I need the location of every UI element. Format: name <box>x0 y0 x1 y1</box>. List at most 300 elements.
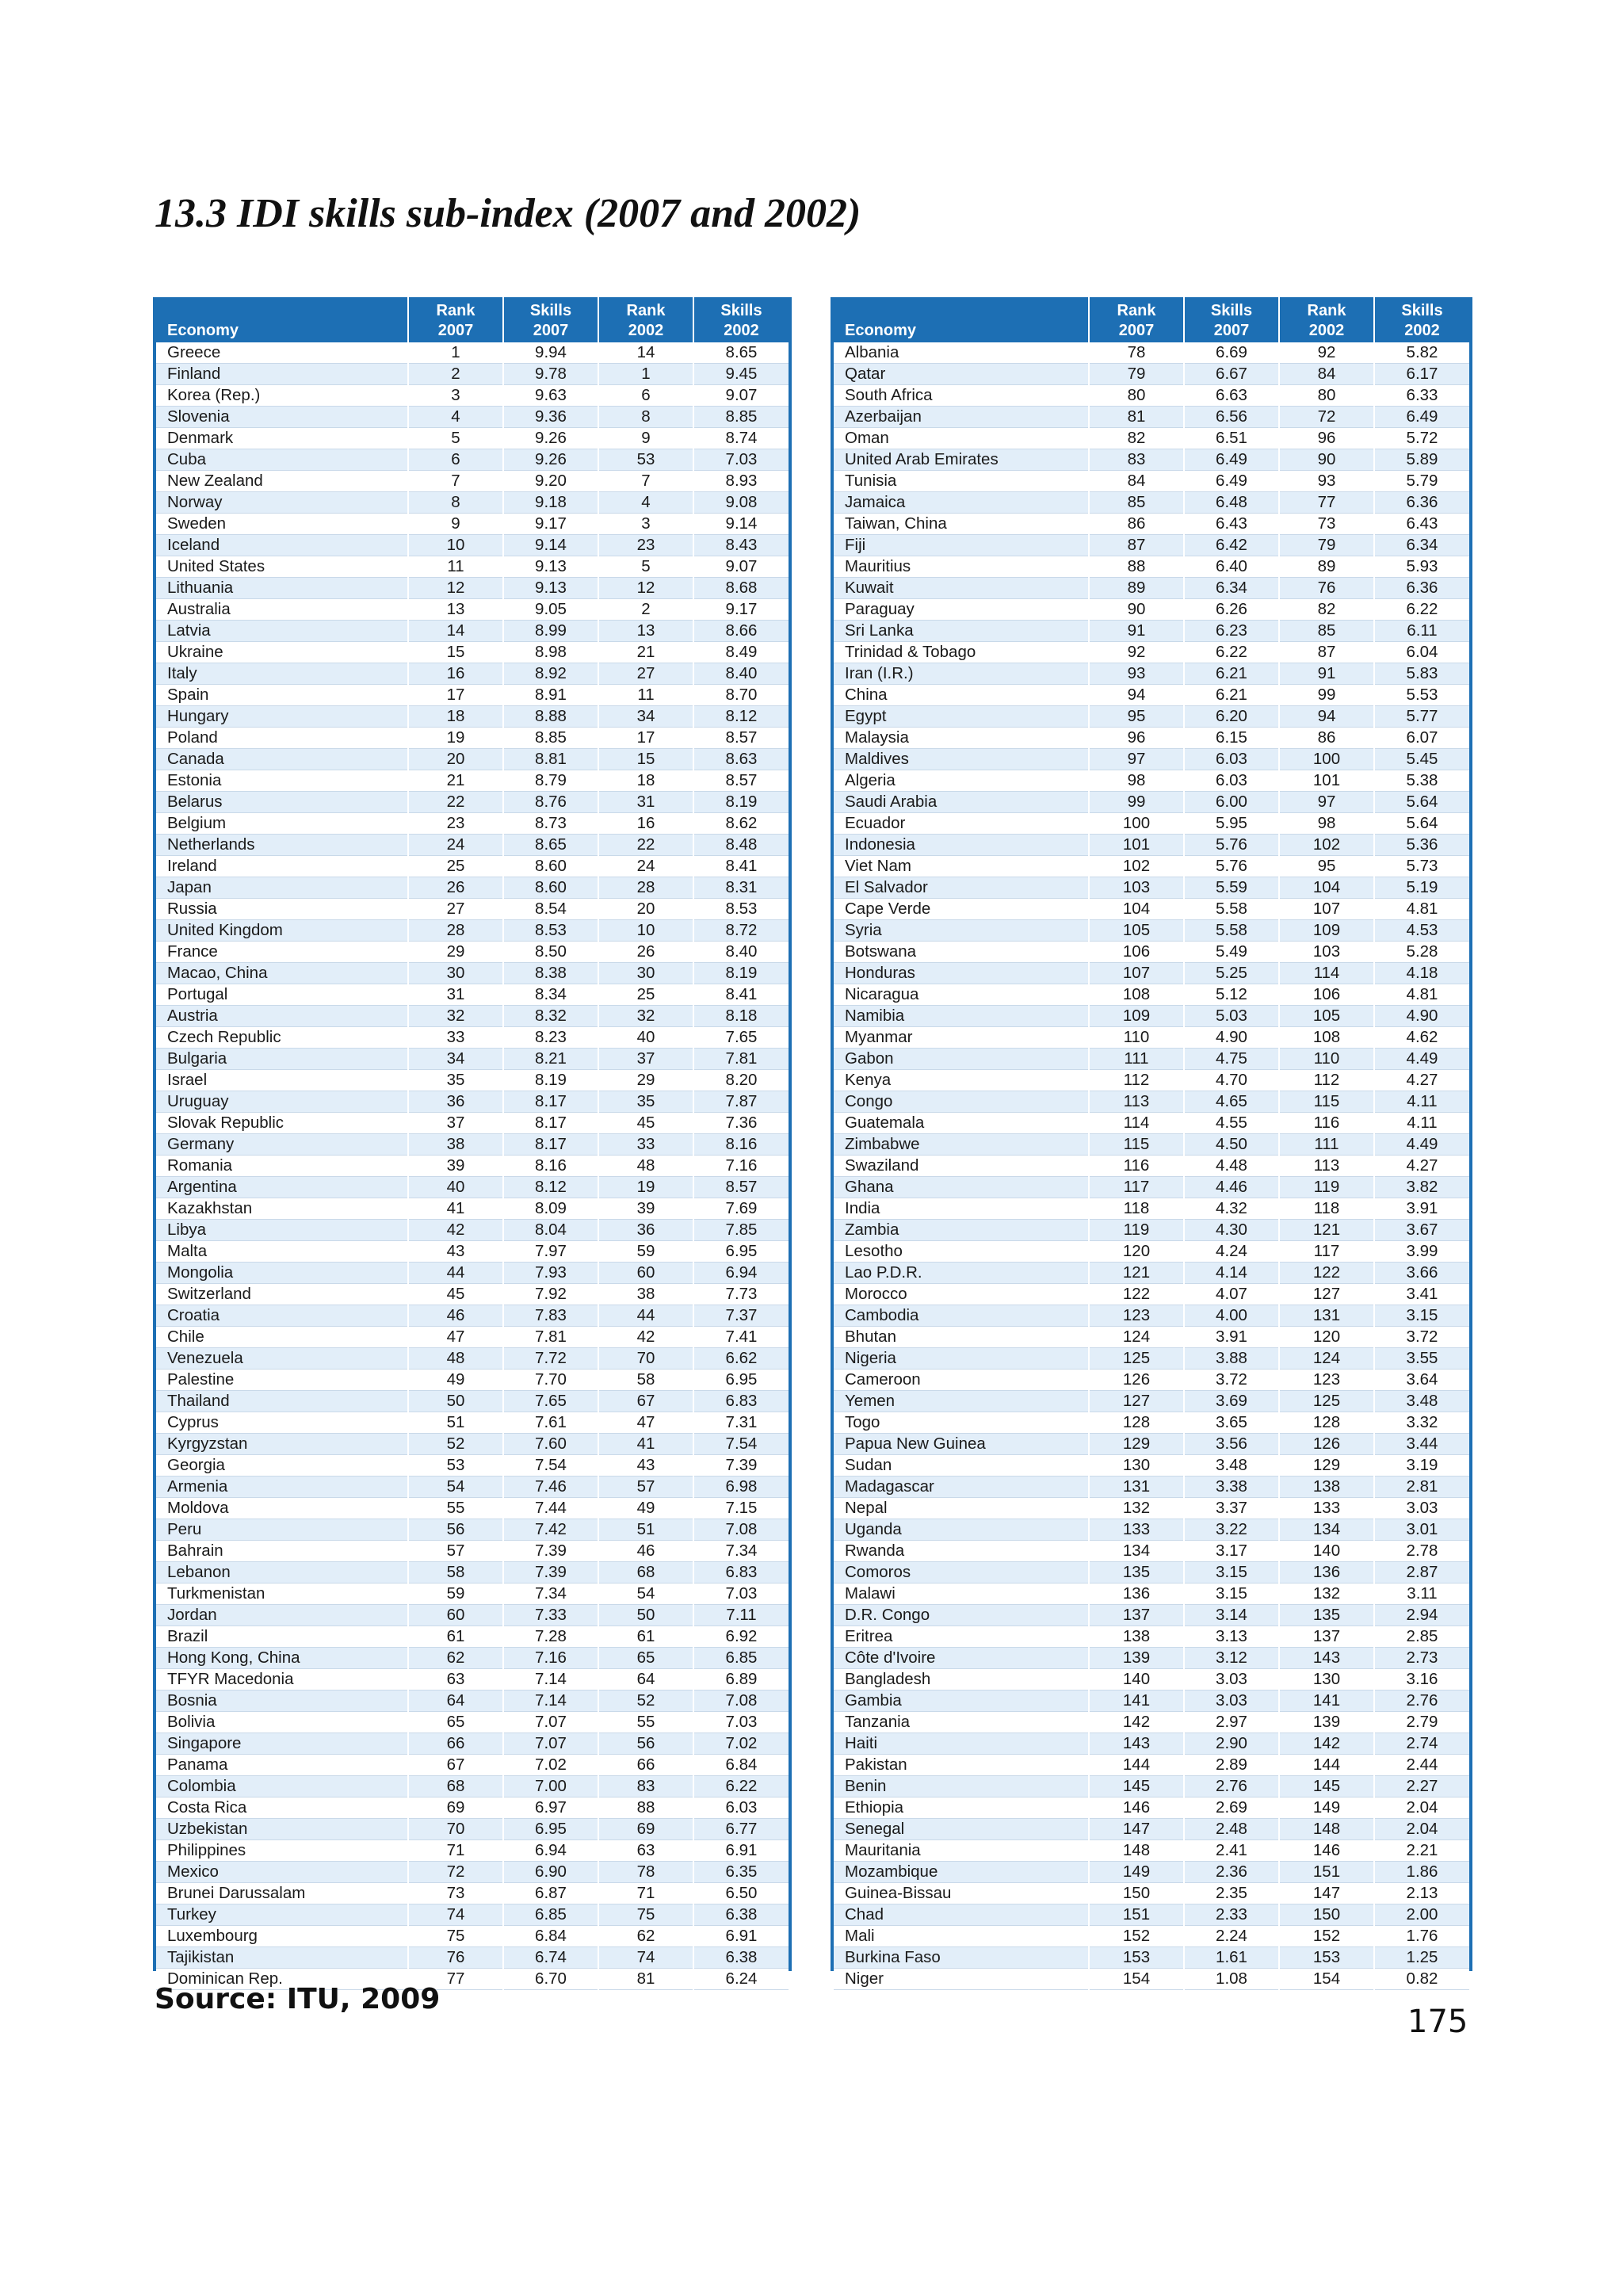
table-row <box>156 1477 789 1498</box>
table-row <box>156 385 789 407</box>
skills-2002-cell: 6.91 <box>693 1840 789 1862</box>
skills-2002-cell: 2.44 <box>1374 1755 1469 1776</box>
rank-2002-cell: 148 <box>1279 1819 1374 1840</box>
rank-2007-cell: 72 <box>408 1862 503 1883</box>
rank-2002-cell: 92 <box>1279 342 1374 364</box>
economy-cell: Eritrea <box>834 1626 1089 1648</box>
economy-cell: Morocco <box>834 1284 1089 1305</box>
rank-2002-cell: 101 <box>1279 770 1374 792</box>
economy-cell: New Zealand <box>156 471 408 492</box>
rank-2002-cell: 142 <box>1279 1733 1374 1755</box>
rank-2007-cell: 104 <box>1089 899 1184 920</box>
table-header-row <box>156 297 789 342</box>
economy-cell: Nicaragua <box>834 984 1089 1006</box>
rank-2007-cell: 53 <box>408 1455 503 1477</box>
skills-2007-cell: 7.14 <box>503 1669 598 1690</box>
rank-2007-cell: 112 <box>1089 1070 1184 1091</box>
skills-2002-cell: 4.18 <box>1374 963 1469 984</box>
economy-cell: Swaziland <box>834 1156 1089 1177</box>
skills-2007-cell: 9.26 <box>503 449 598 471</box>
rank-2002-cell: 98 <box>1279 813 1374 835</box>
rank-2002-cell: 121 <box>1279 1220 1374 1241</box>
rank-2007-cell: 48 <box>408 1348 503 1370</box>
table-row <box>156 963 789 984</box>
economy-cell: Algeria <box>834 770 1089 792</box>
skills-2007-cell: 3.72 <box>1184 1370 1279 1391</box>
skills-2007-cell: 2.76 <box>1184 1776 1279 1797</box>
economy-cell: Turkey <box>156 1904 408 1926</box>
rank-2002-cell: 16 <box>598 813 693 835</box>
skills-2002-cell: 7.16 <box>693 1156 789 1177</box>
rank-2002-cell: 2 <box>598 599 693 621</box>
economy-cell: Tajikistan <box>156 1947 408 1969</box>
rank-2007-cell: 44 <box>408 1263 503 1284</box>
rank-2007-cell: 65 <box>408 1712 503 1733</box>
rank-2007-cell: 77 <box>408 1969 503 1990</box>
skills-2002-cell: 6.94 <box>693 1263 789 1284</box>
skills-2007-cell: 3.15 <box>1184 1562 1279 1584</box>
rank-2007-cell: 6 <box>408 449 503 471</box>
skills-2007-cell: 5.76 <box>1184 856 1279 877</box>
economy-cell: Australia <box>156 599 408 621</box>
economy-cell: Sudan <box>834 1455 1089 1477</box>
skills-2007-cell: 8.16 <box>503 1156 598 1177</box>
rank-2002-cell: 33 <box>598 1134 693 1156</box>
skills-2007-cell: 5.03 <box>1184 1006 1279 1027</box>
skills-2002-cell: 6.36 <box>1374 492 1469 514</box>
table-row <box>156 1284 789 1305</box>
header-skills-2007: Skills 2007 <box>503 297 598 342</box>
skills-2007-cell: 2.36 <box>1184 1862 1279 1883</box>
rank-2002-cell: 1 <box>598 364 693 385</box>
skills-2002-cell: 4.62 <box>1374 1027 1469 1049</box>
skills-2007-cell: 7.28 <box>503 1626 598 1648</box>
economy-cell: Korea (Rep.) <box>156 385 408 407</box>
rank-2007-cell: 59 <box>408 1584 503 1605</box>
rank-2002-cell: 40 <box>598 1027 693 1049</box>
skills-2007-cell: 7.46 <box>503 1477 598 1498</box>
rank-2002-cell: 122 <box>1279 1263 1374 1284</box>
skills-2007-cell: 6.23 <box>1184 621 1279 642</box>
skills-2002-cell: 8.40 <box>693 942 789 963</box>
rank-2002-cell: 71 <box>598 1883 693 1904</box>
table-row <box>834 835 1469 856</box>
skills-2002-cell: 8.20 <box>693 1070 789 1091</box>
skills-2007-cell: 4.70 <box>1184 1070 1279 1091</box>
skills-2002-cell: 3.41 <box>1374 1284 1469 1305</box>
header-skills-2007: Skills 2007 <box>1184 297 1279 342</box>
economy-cell: Malta <box>156 1241 408 1263</box>
skills-2007-cell: 6.94 <box>503 1840 598 1862</box>
rank-2007-cell: 73 <box>408 1883 503 1904</box>
skills-2007-cell: 6.85 <box>503 1904 598 1926</box>
table-border-middle <box>789 297 792 1971</box>
skills-2007-cell: 8.88 <box>503 706 598 728</box>
rank-2007-cell: 111 <box>1089 1049 1184 1070</box>
table-row <box>156 1904 789 1926</box>
rank-2007-cell: 20 <box>408 749 503 770</box>
table-row <box>834 1412 1469 1434</box>
rank-2002-cell: 78 <box>598 1862 693 1883</box>
skills-2002-cell: 2.94 <box>1374 1605 1469 1626</box>
economy-cell: Mexico <box>156 1862 408 1883</box>
economy-cell: Bolivia <box>156 1712 408 1733</box>
rank-2007-cell: 81 <box>1089 407 1184 428</box>
economy-cell: Congo <box>834 1091 1089 1113</box>
table-row <box>156 1305 789 1327</box>
rank-2002-cell: 38 <box>598 1284 693 1305</box>
economy-cell: Ghana <box>834 1177 1089 1198</box>
economy-cell: Ireland <box>156 856 408 877</box>
skills-2007-cell: 7.39 <box>503 1541 598 1562</box>
rank-2002-cell: 34 <box>598 706 693 728</box>
skills-2002-cell: 3.72 <box>1374 1327 1469 1348</box>
rank-2007-cell: 147 <box>1089 1819 1184 1840</box>
skills-2002-cell: 8.48 <box>693 835 789 856</box>
rank-2007-cell: 41 <box>408 1198 503 1220</box>
economy-cell: Netherlands <box>156 835 408 856</box>
rank-2002-cell: 97 <box>1279 792 1374 813</box>
rank-2007-cell: 123 <box>1089 1305 1184 1327</box>
skills-2007-cell: 5.95 <box>1184 813 1279 835</box>
economy-cell: Argentina <box>156 1177 408 1198</box>
rank-2002-cell: 125 <box>1279 1391 1374 1412</box>
rank-2002-cell: 82 <box>1279 599 1374 621</box>
table-row <box>834 706 1469 728</box>
economy-cell: Luxembourg <box>156 1926 408 1947</box>
table-row <box>834 1006 1469 1027</box>
economy-cell: Benin <box>834 1776 1089 1797</box>
rank-2007-cell: 109 <box>1089 1006 1184 1027</box>
economy-cell: Romania <box>156 1156 408 1177</box>
economy-cell: Cameroon <box>834 1370 1089 1391</box>
economy-cell: Bahrain <box>156 1541 408 1562</box>
economy-cell: China <box>834 685 1089 706</box>
skills-2007-cell: 5.49 <box>1184 942 1279 963</box>
skills-2002-cell: 6.83 <box>693 1391 789 1412</box>
skills-2002-cell: 6.62 <box>693 1348 789 1370</box>
rank-2007-cell: 153 <box>1089 1947 1184 1969</box>
rank-2002-cell: 118 <box>1279 1198 1374 1220</box>
economy-cell: Thailand <box>156 1391 408 1412</box>
skills-2002-cell: 4.11 <box>1374 1091 1469 1113</box>
rank-2002-cell: 96 <box>1279 428 1374 449</box>
table-row <box>834 1776 1469 1797</box>
header-rank-2002: Rank 2002 <box>1279 297 1374 342</box>
rank-2002-cell: 91 <box>1279 663 1374 685</box>
rank-2002-cell: 30 <box>598 963 693 984</box>
economy-cell: Germany <box>156 1134 408 1156</box>
rank-2002-cell: 112 <box>1279 1070 1374 1091</box>
rank-2002-cell: 7 <box>598 471 693 492</box>
table-row <box>834 556 1469 578</box>
economy-cell: Trinidad & Tobago <box>834 642 1089 663</box>
skills-2007-cell: 2.90 <box>1184 1733 1279 1755</box>
skills-2002-cell: 5.77 <box>1374 706 1469 728</box>
skills-2002-cell: 2.73 <box>1374 1648 1469 1669</box>
economy-cell: Bangladesh <box>834 1669 1089 1690</box>
economy-cell: Finland <box>156 364 408 385</box>
skills-2002-cell: 6.34 <box>1374 535 1469 556</box>
rank-2002-cell: 45 <box>598 1113 693 1134</box>
rank-2007-cell: 96 <box>1089 728 1184 749</box>
rank-2002-cell: 133 <box>1279 1498 1374 1519</box>
table-row <box>156 1241 789 1263</box>
economy-cell: France <box>156 942 408 963</box>
table-row <box>834 1284 1469 1305</box>
economy-cell: Zimbabwe <box>834 1134 1089 1156</box>
economy-cell: Belarus <box>156 792 408 813</box>
rank-2007-cell: 116 <box>1089 1156 1184 1177</box>
skills-2002-cell: 5.53 <box>1374 685 1469 706</box>
economy-cell: Russia <box>156 899 408 920</box>
rank-2007-cell: 88 <box>1089 556 1184 578</box>
table-row <box>156 856 789 877</box>
skills-2002-cell: 3.32 <box>1374 1412 1469 1434</box>
table-row <box>834 1177 1469 1198</box>
economy-cell: Iceland <box>156 535 408 556</box>
skills-2007-cell: 3.48 <box>1184 1455 1279 1477</box>
economy-cell: Austria <box>156 1006 408 1027</box>
skills-2002-cell: 6.95 <box>693 1370 789 1391</box>
rank-2007-cell: 5 <box>408 428 503 449</box>
economy-cell: Fiji <box>834 535 1089 556</box>
rank-2007-cell: 148 <box>1089 1840 1184 1862</box>
economy-cell: Mongolia <box>156 1263 408 1284</box>
table-row <box>834 492 1469 514</box>
skills-2007-cell: 7.60 <box>503 1434 598 1455</box>
rank-2007-cell: 98 <box>1089 770 1184 792</box>
rank-2007-cell: 93 <box>1089 663 1184 685</box>
table-row <box>834 963 1469 984</box>
economy-cell: Costa Rica <box>156 1797 408 1819</box>
skills-2007-cell: 6.00 <box>1184 792 1279 813</box>
economy-cell: Jordan <box>156 1605 408 1626</box>
table-row <box>156 877 789 899</box>
economy-cell: Gambia <box>834 1690 1089 1712</box>
rank-2007-cell: 94 <box>1089 685 1184 706</box>
economy-cell: TFYR Macedonia <box>156 1669 408 1690</box>
rank-2002-cell: 115 <box>1279 1091 1374 1113</box>
table-row <box>834 663 1469 685</box>
rank-2002-cell: 119 <box>1279 1177 1374 1198</box>
skills-2002-cell: 7.81 <box>693 1049 789 1070</box>
table-row <box>156 1926 789 1947</box>
rank-2002-cell: 139 <box>1279 1712 1374 1733</box>
skills-2002-cell: 5.64 <box>1374 792 1469 813</box>
rank-2002-cell: 132 <box>1279 1584 1374 1605</box>
table-row <box>834 1370 1469 1391</box>
header-rank-2007: Rank 2007 <box>408 297 503 342</box>
rank-2007-cell: 86 <box>1089 514 1184 535</box>
skills-2007-cell: 7.54 <box>503 1455 598 1477</box>
skills-2007-cell: 9.14 <box>503 535 598 556</box>
rank-2002-cell: 103 <box>1279 942 1374 963</box>
skills-2002-cell: 3.11 <box>1374 1584 1469 1605</box>
skills-2007-cell: 3.15 <box>1184 1584 1279 1605</box>
skills-2007-cell: 8.53 <box>503 920 598 942</box>
table-row <box>834 1455 1469 1477</box>
rank-2002-cell: 39 <box>598 1198 693 1220</box>
rank-2007-cell: 124 <box>1089 1327 1184 1348</box>
skills-2007-cell: 8.12 <box>503 1177 598 1198</box>
rank-2007-cell: 107 <box>1089 963 1184 984</box>
skills-2007-cell: 6.40 <box>1184 556 1279 578</box>
rank-2007-cell: 12 <box>408 578 503 599</box>
skills-2007-cell: 6.21 <box>1184 663 1279 685</box>
rank-2007-cell: 67 <box>408 1755 503 1776</box>
rank-2007-cell: 144 <box>1089 1755 1184 1776</box>
economy-cell: Spain <box>156 685 408 706</box>
skills-2002-cell: 4.53 <box>1374 920 1469 942</box>
table-row <box>834 877 1469 899</box>
rank-2002-cell: 108 <box>1279 1027 1374 1049</box>
economy-cell: Norway <box>156 492 408 514</box>
table-row <box>156 535 789 556</box>
table-row <box>834 1263 1469 1284</box>
table-row <box>156 1027 789 1049</box>
table-row <box>834 1926 1469 1947</box>
skills-2002-cell: 7.39 <box>693 1455 789 1477</box>
skills-2002-cell: 8.65 <box>693 342 789 364</box>
skills-2002-cell: 5.79 <box>1374 471 1469 492</box>
rank-2007-cell: 22 <box>408 792 503 813</box>
skills-2002-cell: 7.65 <box>693 1027 789 1049</box>
skills-2002-cell: 2.87 <box>1374 1562 1469 1584</box>
economy-cell: Guatemala <box>834 1113 1089 1134</box>
skills-2002-cell: 6.98 <box>693 1477 789 1498</box>
rank-2002-cell: 20 <box>598 899 693 920</box>
rank-2002-cell: 141 <box>1279 1690 1374 1712</box>
skills-2007-cell: 9.36 <box>503 407 598 428</box>
rank-2002-cell: 53 <box>598 449 693 471</box>
table-row <box>834 621 1469 642</box>
economy-cell: Ecuador <box>834 813 1089 835</box>
skills-2002-cell: 3.16 <box>1374 1669 1469 1690</box>
skills-2002-cell: 6.22 <box>1374 599 1469 621</box>
economy-cell: Albania <box>834 342 1089 364</box>
skills-2007-cell: 6.97 <box>503 1797 598 1819</box>
economy-cell: Qatar <box>834 364 1089 385</box>
economy-cell: Botswana <box>834 942 1089 963</box>
economy-cell: Cape Verde <box>834 899 1089 920</box>
economy-cell: Indonesia <box>834 835 1089 856</box>
rank-2007-cell: 105 <box>1089 920 1184 942</box>
rank-2002-cell: 81 <box>598 1969 693 1990</box>
rank-2002-cell: 114 <box>1279 963 1374 984</box>
rank-2007-cell: 49 <box>408 1370 503 1391</box>
skills-2007-cell: 6.21 <box>1184 685 1279 706</box>
economy-cell: Kenya <box>834 1070 1089 1091</box>
skills-2002-cell: 7.03 <box>693 1712 789 1733</box>
skills-2002-cell: 6.17 <box>1374 364 1469 385</box>
economy-cell: Peru <box>156 1519 408 1541</box>
table-row <box>156 1733 789 1755</box>
table-row <box>156 1263 789 1284</box>
rank-2007-cell: 78 <box>1089 342 1184 364</box>
rank-2007-cell: 63 <box>408 1669 503 1690</box>
skills-2007-cell: 7.07 <box>503 1733 598 1755</box>
rank-2007-cell: 139 <box>1089 1648 1184 1669</box>
rank-2002-cell: 129 <box>1279 1455 1374 1477</box>
rank-2007-cell: 60 <box>408 1605 503 1626</box>
table-row <box>156 1391 789 1412</box>
rank-2007-cell: 143 <box>1089 1733 1184 1755</box>
economy-cell: Pakistan <box>834 1755 1089 1776</box>
table-row <box>834 685 1469 706</box>
table-row <box>156 1605 789 1626</box>
rank-2007-cell: 100 <box>1089 813 1184 835</box>
rank-2007-cell: 64 <box>408 1690 503 1712</box>
economy-cell: Tunisia <box>834 471 1089 492</box>
economy-cell: Madagascar <box>834 1477 1089 1498</box>
skills-2007-cell: 7.72 <box>503 1348 598 1370</box>
rank-2002-cell: 17 <box>598 728 693 749</box>
rank-2002-cell: 74 <box>598 1947 693 1969</box>
skills-2002-cell: 3.03 <box>1374 1498 1469 1519</box>
rank-2007-cell: 142 <box>1089 1712 1184 1733</box>
skills-2007-cell: 8.85 <box>503 728 598 749</box>
skills-2002-cell: 2.85 <box>1374 1626 1469 1648</box>
skills-2007-cell: 7.42 <box>503 1519 598 1541</box>
skills-2007-cell: 8.04 <box>503 1220 598 1241</box>
rank-2002-cell: 105 <box>1279 1006 1374 1027</box>
skills-2007-cell: 7.33 <box>503 1605 598 1626</box>
rank-2002-cell: 126 <box>1279 1434 1374 1455</box>
skills-2002-cell: 2.79 <box>1374 1712 1469 1733</box>
header-rank-2002: Rank 2002 <box>598 297 693 342</box>
skills-2002-cell: 6.38 <box>693 1947 789 1969</box>
skills-2007-cell: 4.32 <box>1184 1198 1279 1220</box>
economy-cell: Bhutan <box>834 1327 1089 1348</box>
rank-2007-cell: 132 <box>1089 1498 1184 1519</box>
economy-cell: Brunei Darussalam <box>156 1883 408 1904</box>
economy-cell: Latvia <box>156 621 408 642</box>
rank-2002-cell: 50 <box>598 1605 693 1626</box>
skills-2002-cell: 3.19 <box>1374 1455 1469 1477</box>
skills-2002-cell: 8.57 <box>693 1177 789 1198</box>
rank-2002-cell: 75 <box>598 1904 693 1926</box>
rank-2007-cell: 3 <box>408 385 503 407</box>
skills-2007-cell: 8.73 <box>503 813 598 835</box>
rank-2002-cell: 70 <box>598 1348 693 1370</box>
table-row <box>834 728 1469 749</box>
rank-2002-cell: 36 <box>598 1220 693 1241</box>
skills-2002-cell: 7.41 <box>693 1327 789 1348</box>
header-skills-2002: Skills 2002 <box>1374 297 1469 342</box>
economy-cell: Namibia <box>834 1006 1089 1027</box>
table-row <box>156 492 789 514</box>
skills-2002-cell: 8.66 <box>693 621 789 642</box>
table-row <box>156 407 789 428</box>
skills-2002-cell: 6.89 <box>693 1669 789 1690</box>
skills-2002-cell: 8.12 <box>693 706 789 728</box>
skills-2007-cell: 3.69 <box>1184 1391 1279 1412</box>
rank-2007-cell: 97 <box>1089 749 1184 770</box>
rank-2007-cell: 117 <box>1089 1177 1184 1198</box>
table-row <box>156 599 789 621</box>
rank-2007-cell: 135 <box>1089 1562 1184 1584</box>
rank-2002-cell: 55 <box>598 1712 693 1733</box>
rank-2002-cell: 144 <box>1279 1755 1374 1776</box>
economy-cell: Switzerland <box>156 1284 408 1305</box>
economy-cell: Greece <box>156 342 408 364</box>
rank-2002-cell: 79 <box>1279 535 1374 556</box>
rank-2007-cell: 4 <box>408 407 503 428</box>
skills-2002-cell: 7.03 <box>693 1584 789 1605</box>
skills-2002-cell: 1.25 <box>1374 1947 1469 1969</box>
skills-2002-cell: 8.53 <box>693 899 789 920</box>
